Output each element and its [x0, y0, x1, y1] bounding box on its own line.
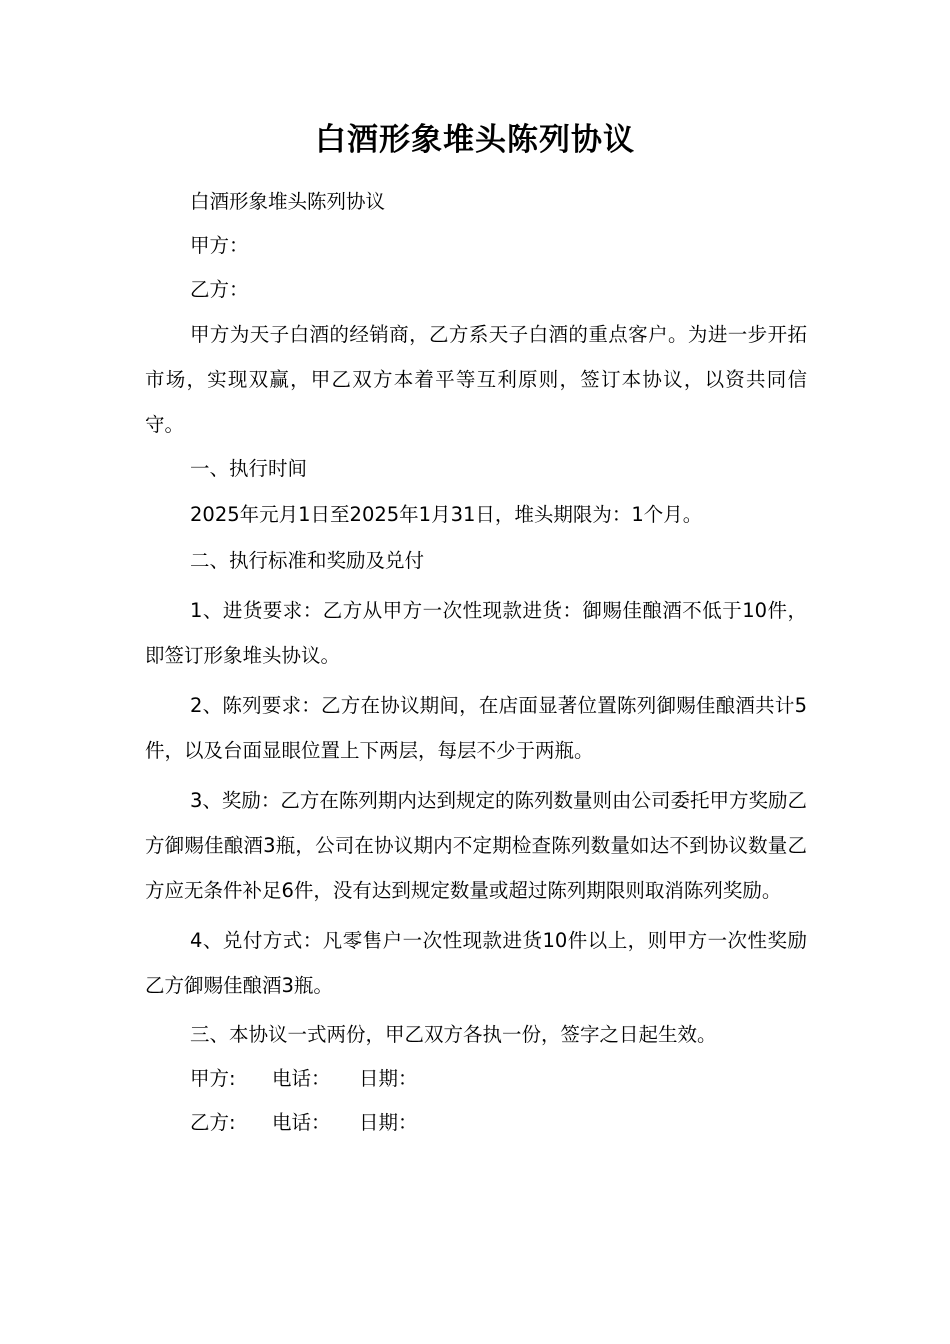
section2-item-4: 4、兑付方式：凡零售户一次性现款进货10件以上，则甲方一次性奖励乙方御赐佳酿酒3瓶。	[145, 929, 807, 997]
section1-heading: 一、执行时间	[190, 457, 308, 480]
signature-party-label: 甲方:	[190, 1067, 236, 1090]
section2-item-3: 3、奖励：乙方在陈列期内达到规定的陈列数量则由公司委托甲方奖励乙方御赐佳酿酒3瓶，公司在协议期内不定期检查陈列数量如达不到协议数量乙方应无条件补足6件，没有达到规定数量或超过陈列期限则取消陈列奖励。	[145, 789, 807, 902]
signature-phone-label: 电话：	[272, 1067, 331, 1090]
signature-date-label: 日期：	[359, 1111, 418, 1134]
signature-row-party-b	[145, 1101, 807, 1145]
signature-row-party-a	[145, 1057, 807, 1101]
subtitle: 白酒形象堆头陈列协议	[190, 190, 386, 213]
section2-heading: 二、执行标准和奖励及兑付	[190, 549, 425, 572]
signature-party-label: 乙方:	[190, 1111, 236, 1134]
document-title: 白酒形象堆头陈列协议	[315, 122, 635, 158]
document-body	[145, 180, 807, 1145]
party-b-line: 乙方：	[190, 278, 249, 301]
intro-paragraph: 甲方为天子白酒的经销商，乙方系天子白酒的重点客户。为进一步开拓市场，实现双赢，甲乙双方本着平等互利原则，签订本协议，以资共同信守。	[145, 323, 807, 436]
party-a-line: 甲方：	[190, 234, 249, 257]
section2-item-1: 1、进货要求：乙方从甲方一次性现款进货：御赐佳酿酒不低于10件，即签订形象堆头协议。	[145, 599, 807, 667]
section2-item-2: 2、陈列要求：乙方在协议期间，在店面显著位置陈列御赐佳酿酒共计5件，以及台面显眼位置上下两层，每层不少于两瓶。	[145, 694, 807, 762]
section3-text: 三、本协议一式两份，甲乙双方各执一份，签字之日起生效。	[190, 1023, 717, 1046]
signature-date-label: 日期：	[359, 1067, 418, 1090]
signature-phone-label: 电话：	[272, 1111, 331, 1134]
section1-text: 2025年元月1日至2025年1月31日，堆头期限为：1个月。	[190, 503, 703, 526]
